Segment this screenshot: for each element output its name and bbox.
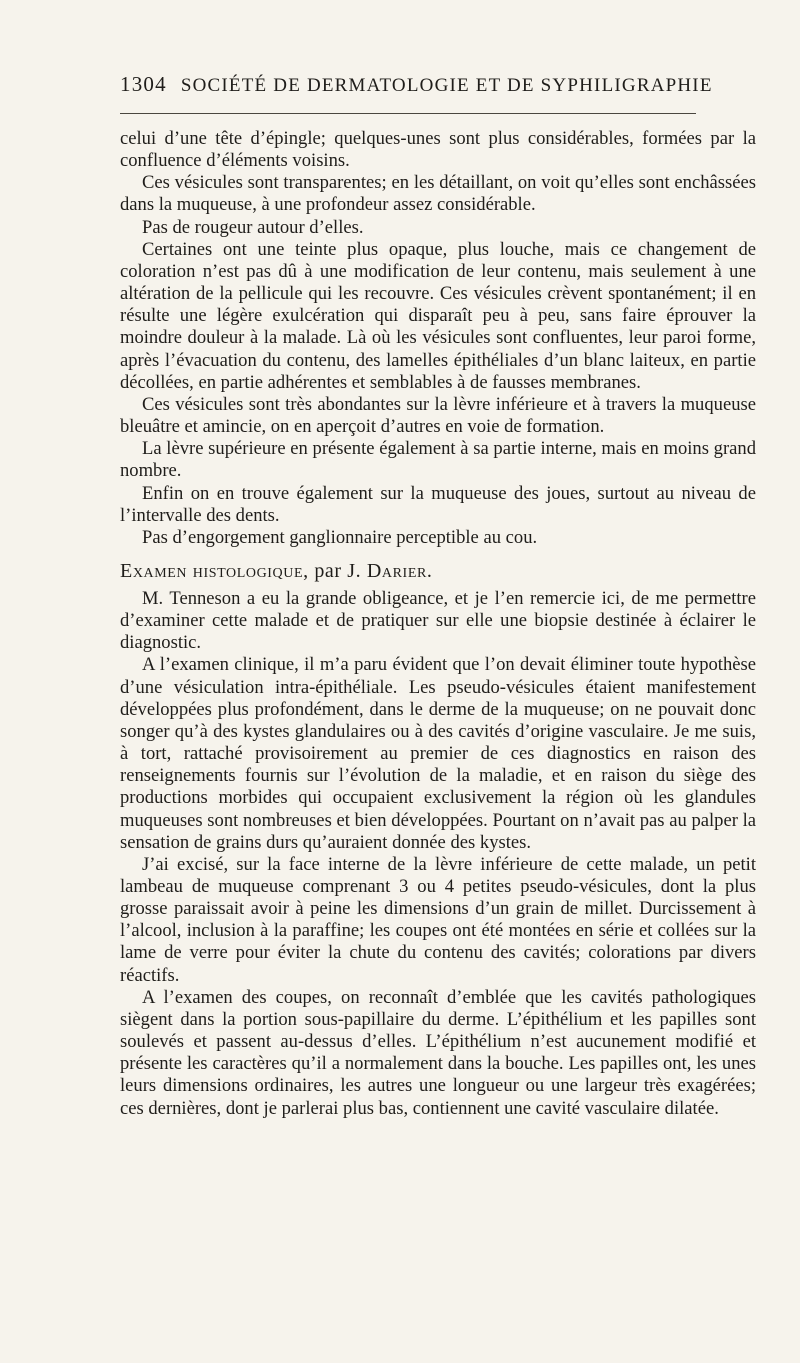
paragraph: La lèvre supérieure en présente également à sa partie interne, mais en moins grand nombre. <box>120 438 756 482</box>
section-heading <box>120 559 756 583</box>
paragraph: J’ai excisé, sur la face interne de la lèvre inférieure de cette malade, un petit lambeau de muqueuse comprenant 3 ou 4 petites pseudo-vésicules, dont la plus grosse paraissait avoir à peine les dimensions d’un grain de millet. Durcissement à l’alcool, inclusion à la paraffine; les coupes ont été montées en série et collées sur la lame de verre pour éviter la chute du contenu des cavités; colorations par divers réactifs. <box>120 853 756 986</box>
section-author: Darier. <box>366 559 433 582</box>
paragraph: Pas de rougeur autour d’elles. <box>142 216 364 238</box>
running-title: SOCIÉTÉ DE DERMATOLOGIE ET DE SYPHILIGRAPHIE <box>180 75 713 96</box>
paragraph: Pas d’engorgement ganglionnaire perceptible au cou. <box>142 526 538 548</box>
paragraph: celui d’une tête d’épingle; quelques-unes sont plus considérables, formées par la confluence d’éléments voisins. <box>120 128 756 172</box>
paragraph: A l’examen clinique, il m’a paru évident que l’on devait éliminer toute hypothèse d’une vésiculation intra-épithéliale. Les pseudo-vésicules étaient manifestement développées plus profondément, dans le derme de la muqueuse; on ne pouvait donc songer qu’à des kystes glandulaires ou à des cavités d’origine vasculaire. Je me suis, à tort, rattaché provisoirement au premier de ces diagnostics en raison des renseignements fournis sur l’évolution de la maladie, et en raison du siège des productions morbides qui occupaient exclusivement la région où les glandules muqueuses sont nombreuses et bien développées. Pourtant on n’avait pas au palper la sensation de grains durs qu’auraient donnée des kystes. <box>120 654 756 853</box>
section-by: , par J. <box>303 559 362 582</box>
body-text <box>120 128 756 1120</box>
paragraph: Certaines ont une teinte plus opaque, plus louche, mais ce changement de coloration n’est pas dû à une modification de leur contenu, mais seulement à une altération de la pellicule qui les recouvre. Ces vésicules crèvent spontanément; il en résulte une légère exulcération qui disparaît peu à peu, sans faire éprouver la moindre douleur à la malade. Là où les vésicules sont confluentes, leur paroi forme, après l’évacuation du contenu, des lamelles épithéliales d’un blanc laiteux, en partie décollées, en partie adhérentes et semblables à de fausses membranes. <box>120 238 756 393</box>
paragraph: M. Tenneson a eu la grande obligeance, et je l’en remercie ici, de me permettre d’examiner cette malade et de pratiquer sur elle une biopsie destinée à éclairer le diagnostic. <box>120 587 756 654</box>
running-header <box>120 72 713 97</box>
paragraph: A l’examen des coupes, on reconnaît d’emblée que les cavités pathologiques siègent dans la portion sous-papillaire du derme. L’épithélium et les papilles sont soulevés et passent au-dessus d’elles. L’épithélium n’est aucunement modifié et présente les caractères qu’il a normalement dans la bouche. Les papilles ont, les unes leurs dimensions ordinaires, les autres une longueur ou une largeur très exagérées; ces dernières, dont je parlerai plus bas, contiennent une cavité vasculaire dilatée. <box>120 986 756 1119</box>
page-number: 1304 <box>120 72 167 96</box>
paragraph: Enfin on en trouve également sur la muqueuse des joues, surtout au niveau de l’intervalle des dents. <box>120 482 756 526</box>
paragraph: Ces vésicules sont transparentes; en les détaillant, on voit qu’elles sont enchâssées dans la muqueuse, à une profondeur assez considérable. <box>120 172 756 216</box>
header-rule <box>120 113 696 114</box>
paragraph: Ces vésicules sont très abondantes sur la lèvre inférieure et à travers la muqueuse bleuâtre et amincie, on en aperçoit d’autres en voie de formation. <box>120 393 756 438</box>
section-title: Examen histologique <box>120 559 304 582</box>
